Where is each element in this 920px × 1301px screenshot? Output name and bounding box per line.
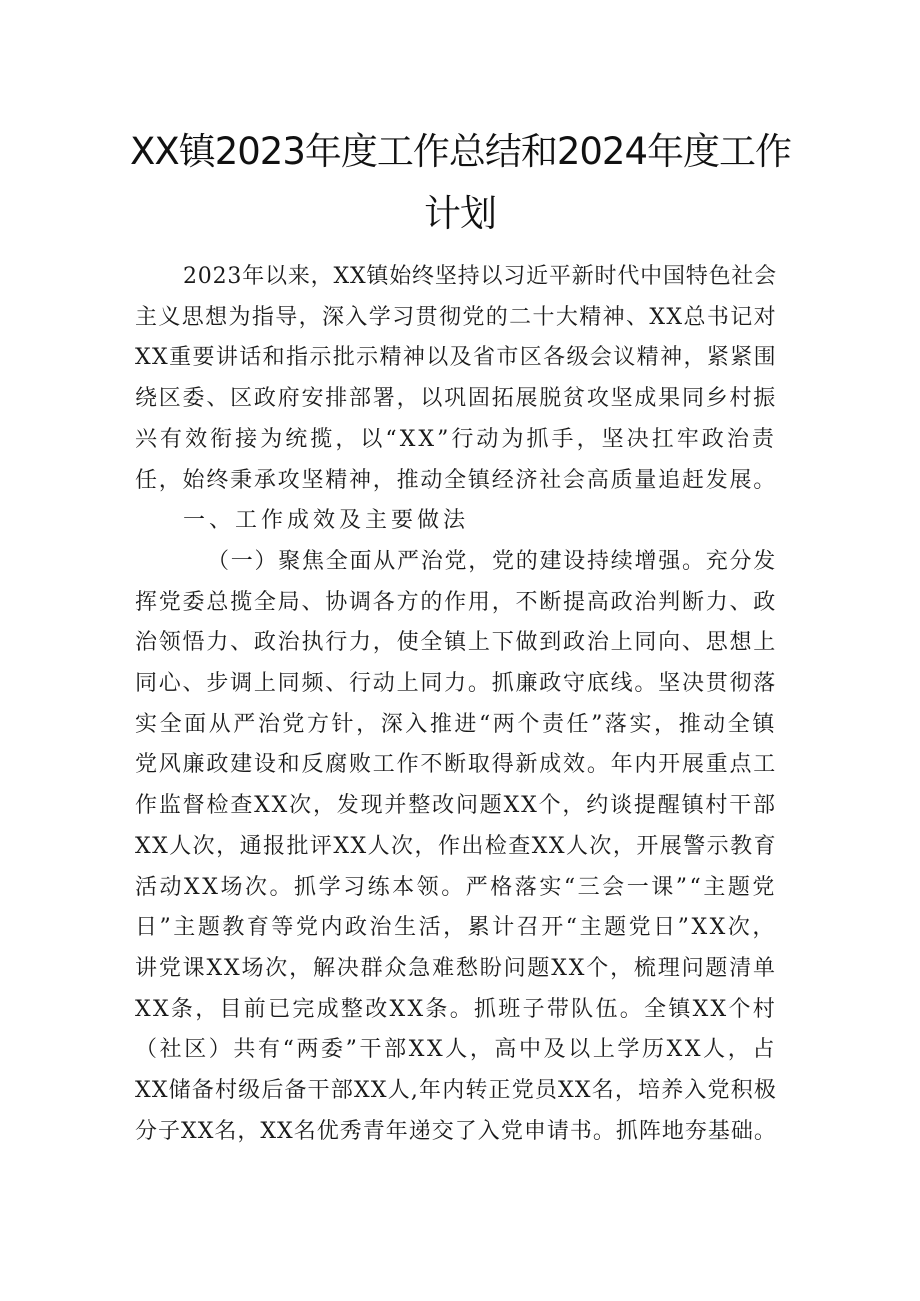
body-line: 活动XX场次。抓学习练本领。严格落实“三会一课”“主题党: [135, 875, 777, 900]
body-line: 讲党课XX场次，解决群众急难愁盼问题XX个，梳理问题清单: [135, 956, 777, 981]
body-line: （社区）共有“两委”干部XX人，高中及以上学历XX人，占: [135, 1037, 777, 1062]
body-line: 分子XX名，XX名优秀青年递交了入党申请书。抓阵地夯基础。: [135, 1119, 777, 1144]
body-line: 2023年以来，XX镇始终坚持以习近平新时代中国特色社会: [183, 264, 777, 289]
body-line: 一、工作成效及主要做法: [183, 508, 470, 533]
document-title-line-1: XX镇2023年度工作总结和2024年度工作: [130, 130, 792, 173]
body-line: XX条，目前已完成整改XX条。抓班子带队伍。全镇XX个村: [135, 997, 778, 1022]
body-line: 实全面从严治党方针，深入推进“两个责任”落实，推动全镇: [135, 712, 777, 737]
body-line: 主义思想为指导，深入学习贯彻党的二十大精神、XX总书记对: [135, 305, 777, 330]
body-line: 兴有效衔接为统揽，以“XX”行动为抓手，坚决扛牢政治责: [135, 427, 777, 452]
body-line: （一）聚焦全面从严治党，党的建设持续增强。充分发: [207, 549, 778, 574]
body-line: 绕区委、区政府安排部署，以巩固拓展脱贫攻坚成果同乡村振: [135, 386, 778, 411]
body-line: 作监督检查XX次，发现并整改问题XX个，约谈提醒镇村干部: [135, 793, 777, 818]
body-line: 党风廉政建设和反腐败工作不断取得新成效。年内开展重点工: [135, 752, 778, 777]
body-line: XX储备村级后备干部XX人,年内转正党员XX名，培养入党积极: [135, 1078, 778, 1103]
body-line: 治领悟力、政治执行力，使全镇上下做到政治上同向、思想上: [135, 630, 778, 655]
body-line: 日”主题教育等党内政治生活，累计召开“主题党日”XX次，: [135, 915, 777, 940]
body-line: XX人次，通报批评XX人次，作出检查XX人次，开展警示教育: [135, 834, 778, 859]
document-title-line-2: 计划: [424, 192, 496, 235]
body-line: 挥党委总揽全局、协调各方的作用，不断提高政治判断力、政: [135, 590, 778, 615]
body-line: 任，始终秉承攻坚精神，推动全镇经济社会高质量追赶发展。: [135, 468, 778, 493]
body-line: 同心、步调上同频、行动上同力。抓廉政守底线。坚决贯彻落: [135, 671, 778, 696]
body-line: XX重要讲话和指示批示精神以及省市区各级会议精神，紧紧围: [135, 345, 777, 370]
